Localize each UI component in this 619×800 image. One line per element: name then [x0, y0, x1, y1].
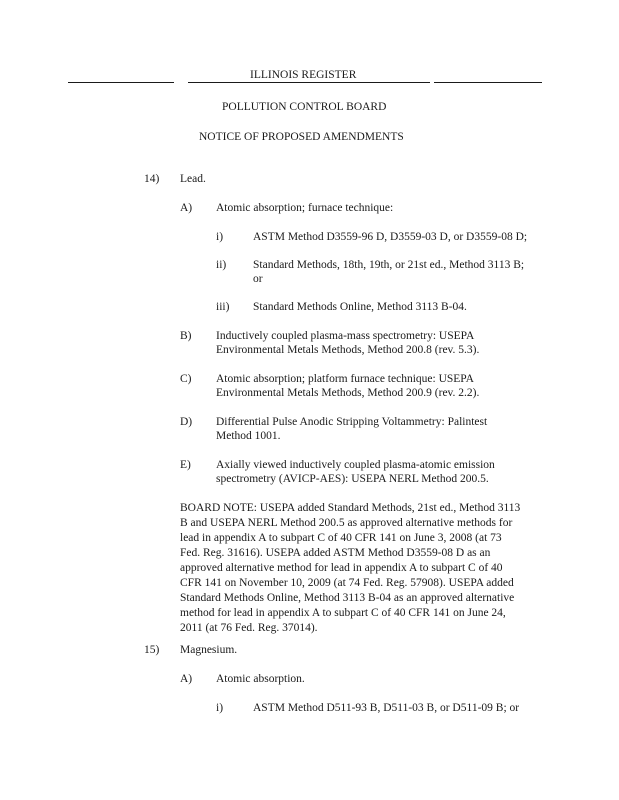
board-note-line: 2011 (at 76 Fed. Reg. 37014). [180, 622, 318, 634]
item-14b-line2: Environmental Metals Methods, Method 200.8 (rev. 5.3). [216, 344, 480, 356]
item-14b-line1: Inductively coupled plasma-mass spectrometry: USEPA [216, 330, 475, 342]
register-title: ILLINOIS REGISTER [250, 69, 357, 81]
header-rule-center [188, 82, 430, 83]
section-15-title: Magnesium. [180, 644, 238, 656]
item-14a-ii-line1: Standard Methods, 18th, 19th, or 21st ed., Method 3113 B; [253, 259, 525, 271]
item-14d-label: D) [180, 416, 193, 428]
board-note-line: lead in appendix A to subpart C of 40 CFR 141 on June 3, 2008 (at 73 [180, 532, 502, 544]
item-14a-ii-line2: or [253, 273, 263, 285]
item-14c-line2: Environmental Metals Methods, Method 200.9 (rev. 2.2). [216, 387, 480, 399]
item-14e-line2: spectrometry (AVICP-AES): USEPA NERL Method 200.5. [216, 473, 489, 485]
section-14-title: Lead. [180, 173, 206, 185]
section-14-number: 14) [144, 173, 160, 185]
item-14a-i-text: ASTM Method D3559-96 D, D3559-03 D, or D3559-08 D; [253, 231, 528, 243]
header-rule-right [434, 82, 542, 83]
item-15a-i-label: i) [216, 702, 224, 714]
item-15a-label: A) [180, 673, 193, 685]
item-14d-line1: Differential Pulse Anodic Stripping Voltammetry: Palintest [216, 416, 488, 428]
item-14a-ii-label: ii) [216, 259, 227, 271]
item-14b-label: B) [180, 330, 192, 342]
notice-title: NOTICE OF PROPOSED AMENDMENTS [199, 131, 404, 143]
item-15a-i-text: ASTM Method D511-93 B, D511-03 B, or D511-09 B; or [253, 702, 520, 714]
item-14c-label: C) [180, 373, 192, 385]
item-14a-label: A) [180, 202, 193, 214]
board-note-line: Fed. Reg. 31616). USEPA added ASTM Method D3559-08 D as an [180, 547, 491, 559]
board-title: POLLUTION CONTROL BOARD [222, 101, 387, 113]
board-note [180, 501, 520, 636]
item-14a-text: Atomic absorption; furnace technique: [216, 202, 394, 214]
item-14c-line1: Atomic absorption; platform furnace technique: USEPA [216, 373, 474, 385]
board-note-line: method for lead in appendix A to subpart C of 40 CFR 141 on June 24, [180, 607, 506, 619]
item-14d-line2: Method 1001. [216, 430, 281, 442]
board-note-line: approved alternative method for lead in appendix A to subpart C of 40 [180, 562, 503, 574]
item-14a-i-label: i) [216, 231, 224, 243]
item-15a-text: Atomic absorption. [216, 673, 305, 685]
item-14a-iii-label: iii) [216, 301, 230, 313]
item-14e-label: E) [180, 459, 191, 471]
board-note-line: CFR 141 on November 10, 2009 (at 74 Fed. Reg. 57908). USEPA added [180, 577, 514, 589]
board-note-line: Standard Methods Online, Method 3113 B-04 as an approved alternative [180, 592, 515, 604]
item-14e-line1: Axially viewed inductively coupled plasma-atomic emission [216, 459, 495, 471]
header-rule-left [68, 82, 174, 83]
section-15-number: 15) [144, 644, 160, 656]
board-note-line: B and USEPA NERL Method 200.5 as approved alternative methods for [180, 517, 513, 529]
item-14a-iii-text: Standard Methods Online, Method 3113 B-04. [253, 301, 467, 313]
board-note-line: BOARD NOTE: USEPA added Standard Methods, 21st ed., Method 3113 [180, 502, 521, 514]
